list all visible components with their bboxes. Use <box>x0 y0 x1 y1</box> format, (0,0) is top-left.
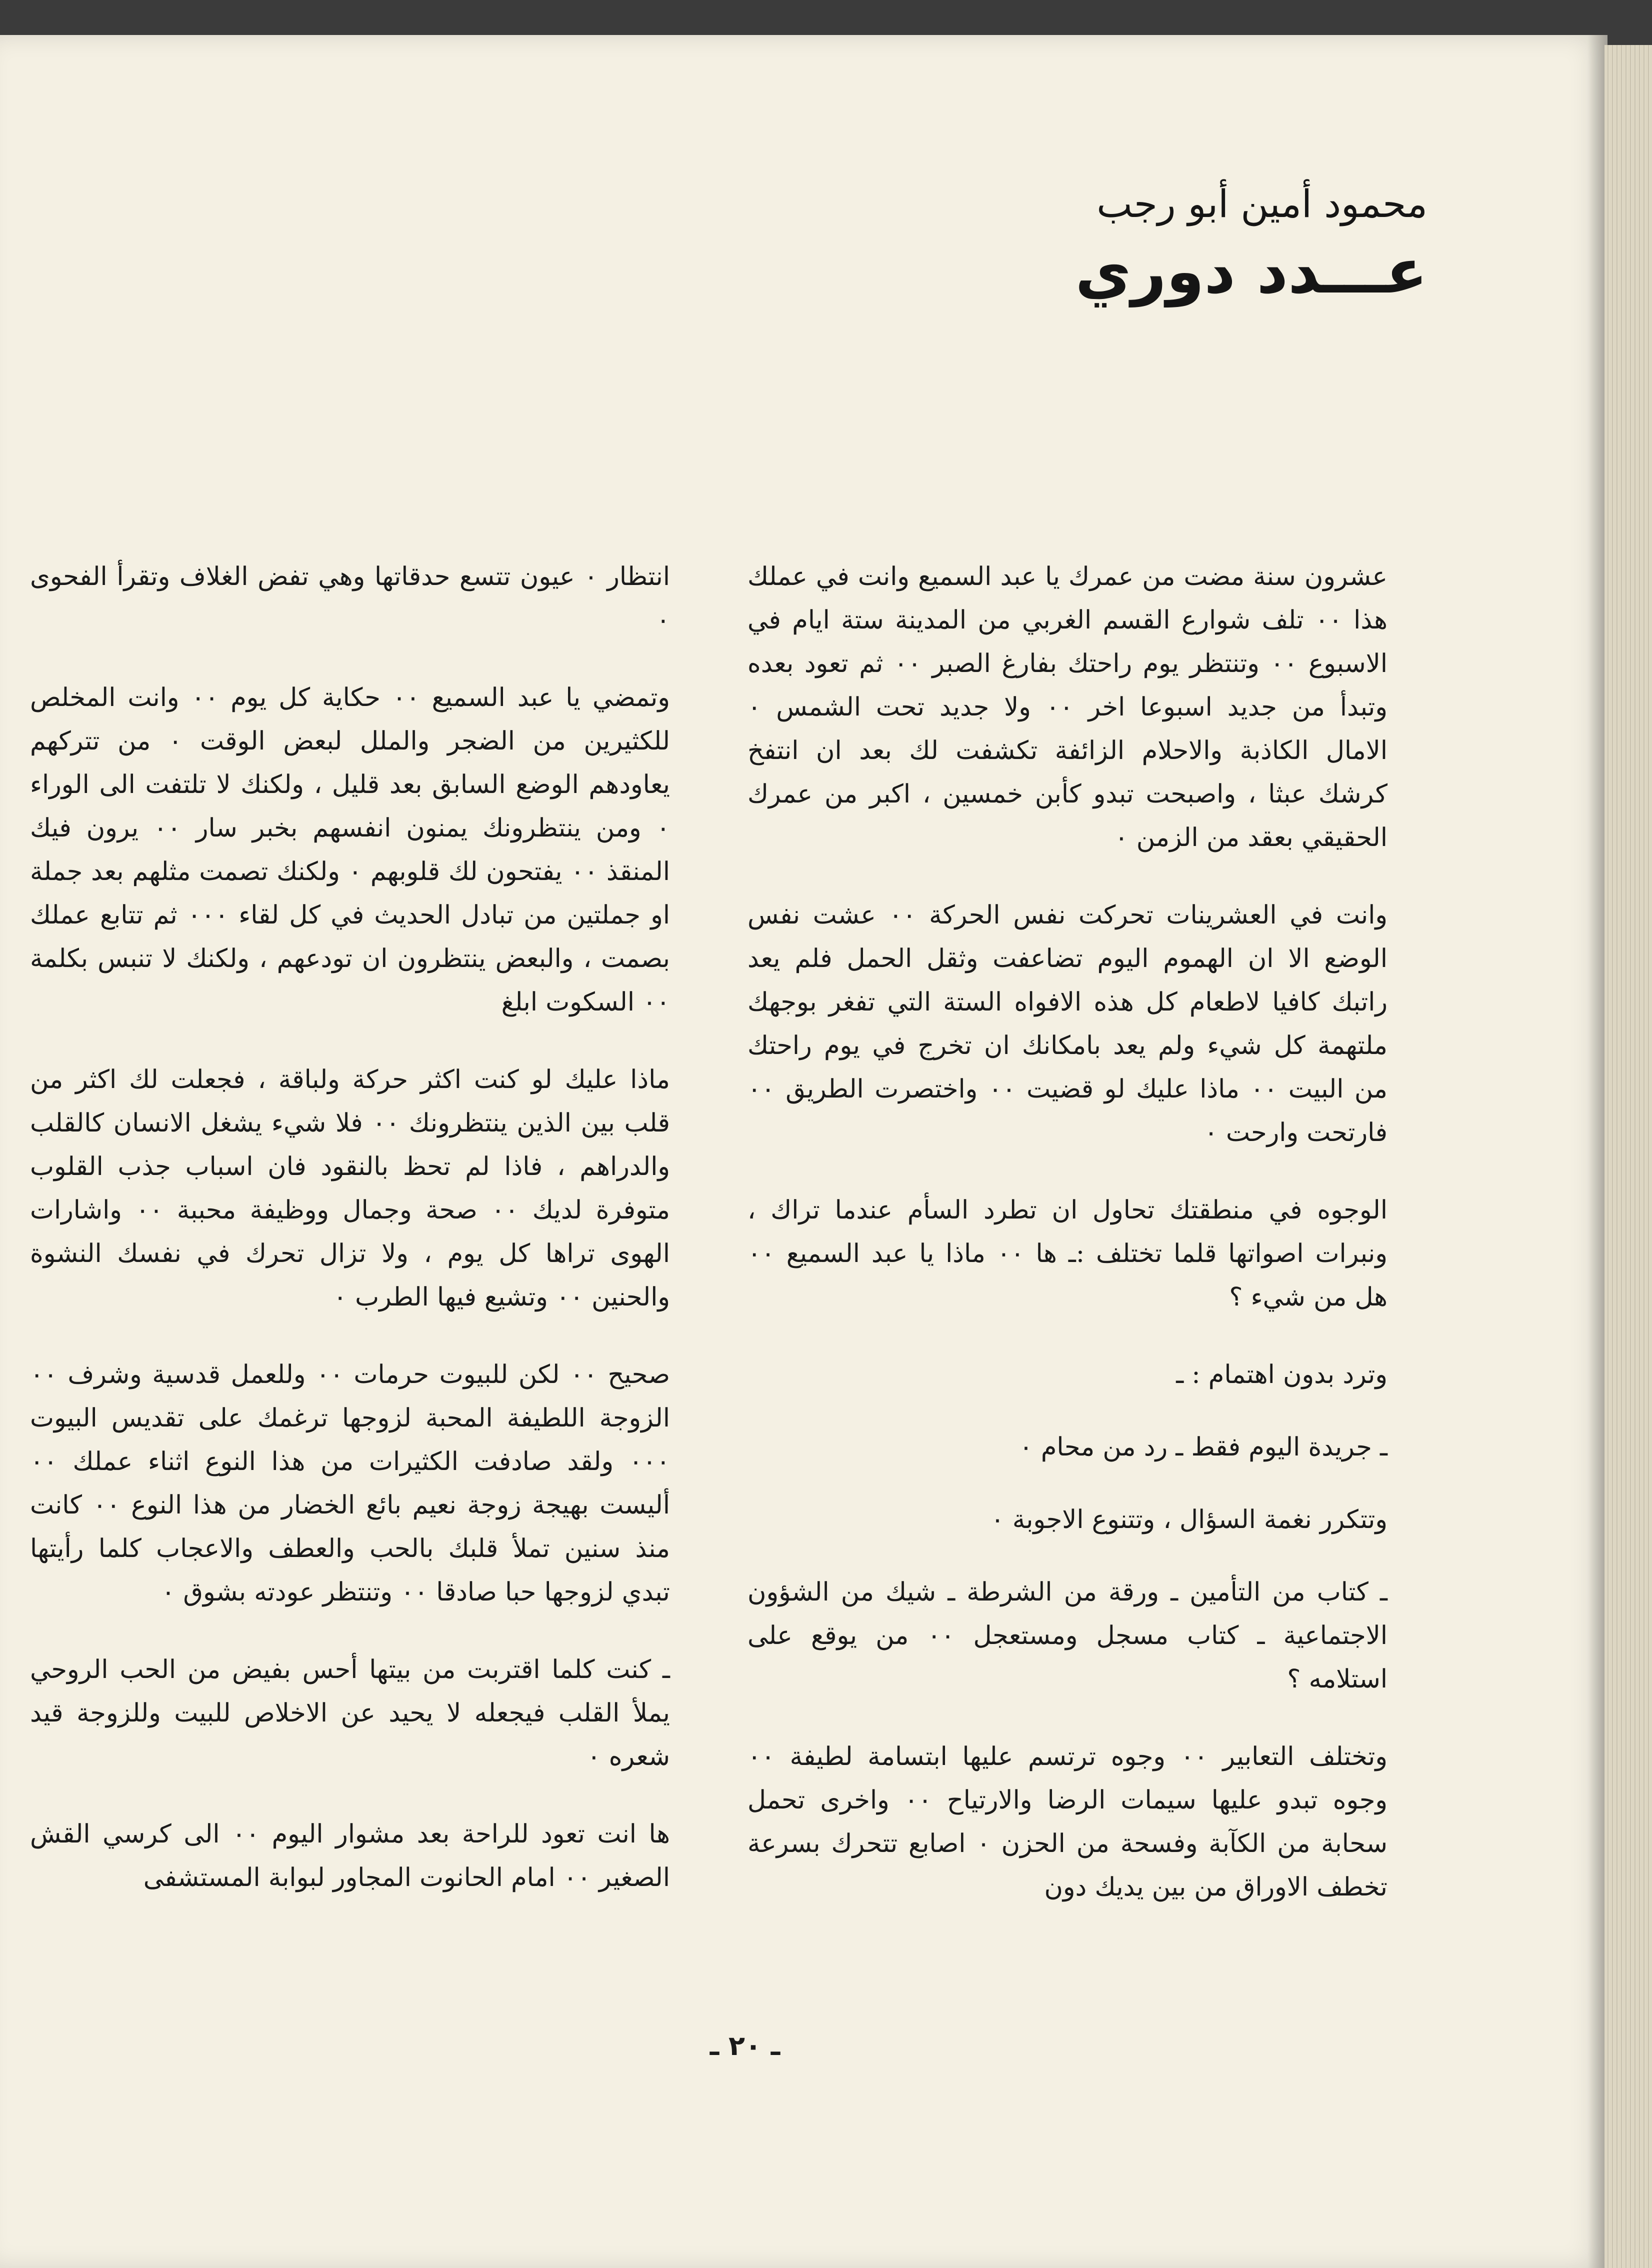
paragraph: الوجوه في منطقتك تحاول ان تطرد السأم عندما تراك ، ونبرات اصواتها قلما تختلف :ـ ها ٠٠ ماذا يا عبد السميع ٠٠ هل من شيء ؟ <box>748 1196 1388 1312</box>
page-number: ـ ٢٠ ـ <box>710 2030 780 2062</box>
magazine-page <box>0 35 1608 2268</box>
paragraph: وتختلف التعابير ٠٠ وجوه ترتسم عليها ابتسامة لطيفة ٠٠ وجوه تبدو عليها سيمات الرضا والارتياح ٠٠ واخرى تحمل سحابة من الكآبة وفسحة من الحزن ٠ اصابع تتحرك بسرعة تخطف الاوراق من بين يديك دون <box>748 1742 1388 1902</box>
paragraph: ـ جريدة اليوم فقط ـ رد من محام ٠ <box>1019 1432 1388 1462</box>
paragraph: ماذا عليك لو كنت اكثر حركة ولباقة ، فجعلت لك اكثر من قلب بين الذين ينتظرونك ٠٠ فلا شيء يشغل الانسان كالقلب والدراهم ، فاذا لم تحظ بالنقود فان اسباب جذب القلوب متوفرة لديك ٠٠ صحة وجمال ووظيفة محببة ٠٠ واشارات الهوى تراها كل يوم ، ولا تزال تحرك في نفسك النشوة والحنين ٠٠ وتشيع فيها الطرب ٠ <box>30 1065 670 1312</box>
paragraph: انتظار ٠ عيون تتسع حدقاتها وهي تفض الغلاف وتقرأ الفحوى ٠ <box>30 562 670 635</box>
paragraph: وتمضي يا عبد السميع ٠٠ حكاية كل يوم ٠٠ وانت المخلص للكثيرين من الضجر والملل لبعض الوقت ٠ من تتركهم يعاودهم الوضع السابق بعد قليل ، ولكنك لا تلتفت الى الوراء ٠ ومن ينتظرونك يمنون انفسهم بخبر سار ٠٠ يرون فيك المنقذ ٠٠ يفتحون لك قلوبهم ٠ ولكنك تصمت مثلهم بعد جملة او جملتين من تبادل الحديث في كل لقاء ٠٠٠ ثم تتابع عملك بصمت ، والبعض ينتظرون ان تودعهم ، ولكنك لا تنبس بكلمة ٠٠ السكوت ابلغ <box>30 683 670 1017</box>
paragraph: وانت في العشرينات تحركت نفس الحركة ٠٠ عشت نفس الوضع الا ان الهموم اليوم تضاعفت وثقل الحمل فلم يعد راتبك كافيا لاطعام كل هذه الافواه الستة التي تفغر بوجهك ملتهمة كل شيء ولم يعد بامكانك ان تخرج في يوم راحتك من البيت ٠٠ ماذا عليك لو قضيت ٠٠ واختصرت الطريق ٠٠ فارتحت وارحت ٠ <box>748 900 1388 1148</box>
paragraph: ـ كتاب من التأمين ـ ورقة من الشرطة ـ شيك من الشؤون الاجتماعية ـ كتاب مسجل ومستعجل ٠٠ من يوقع على استلامه ؟ <box>748 1578 1388 1694</box>
paragraph: وتتكرر نغمة السؤال ، وتتنوع الاجوبة ٠ <box>990 1505 1388 1534</box>
paragraph: ـ كنت كلما اقتربت من بيتها أحس بفيض من الحب الروحي يملأ القلب فيجعله لا يحيد عن الاخلاص للبيت وللزوجة قيد شعره ٠ <box>30 1655 670 1772</box>
paragraph: صحيح ٠٠ لكن للبيوت حرمات ٠٠ وللعمل قدسية وشرف ٠٠ الزوجة اللطيفة المحبة لزوجها ترغمك على تقديس البيوت ٠٠٠ ولقد صادفت الكثيرات من هذا النوع اثناء عملك ٠٠ أليست بهيجة زوجة نعيم بائع الخضار من هذا النوع ٠٠ كانت منذ سنين تملأ قلبك بالحب والعطف والاعجاب كلما رأيتها تبدي لزوجها حبا صادقا ٠٠ وتنتظر عودته بشوق ٠ <box>30 1360 670 1607</box>
paragraph: ها انت تعود للراحة بعد مشوار اليوم ٠٠ الى كرسي القش الصغير ٠٠ امام الحانوت المجاور لبوابة المستشفى <box>30 1820 670 1892</box>
column-left <box>30 555 670 1934</box>
column-right <box>748 555 1388 1943</box>
author-name: محمود أمين أبو رجب <box>1096 182 1428 226</box>
article-title: عـــدد دوري <box>1075 236 1428 308</box>
paragraph: وترد بدون اهتمام : ـ <box>1176 1360 1388 1390</box>
article-header <box>578 178 1428 310</box>
paragraph: عشرون سنة مضت من عمرك يا عبد السميع وانت في عملك هذا ٠٠ تلف شوارع القسم الغربي من المدينة ستة ايام في الاسبوع ٠٠ وتنتظر يوم راحتك بفارغ الصبر ٠٠ ثم تعود بعده وتبدأ من جديد اسبوعا اخر ٠٠ ولا جديد تحت الشمس ٠ الامال الكاذبة والاحلام الزائفة تكشفت لك بعد ان انتفخ كرشك عبثا ، واصبحت تبدو كأبن خمسين ، اكبر من عمرك الحقيقي بعقد من الزمن ٠ <box>748 562 1388 852</box>
page-stack-edge <box>1604 45 1652 2268</box>
